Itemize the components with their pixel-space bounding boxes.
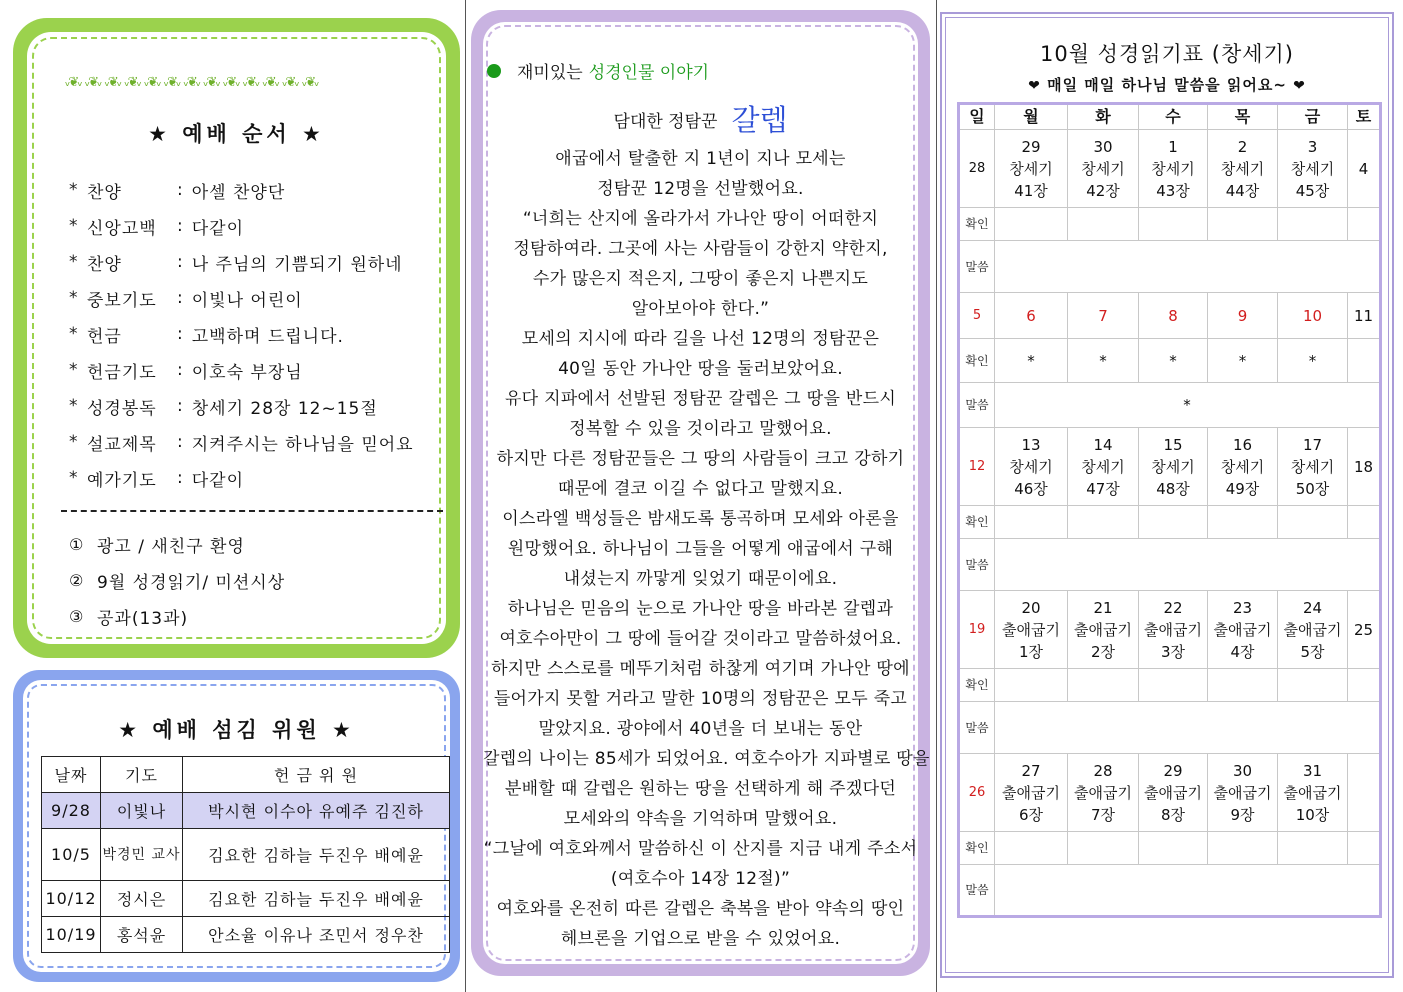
word-label: 말씀 <box>959 383 995 428</box>
check-cell <box>995 669 1068 702</box>
day-chapter: 50장 <box>1295 479 1330 498</box>
day-cell <box>1068 130 1139 208</box>
weekday-1: 일 <box>959 104 995 130</box>
day-date: 9 <box>1237 306 1248 325</box>
check-cell-empty <box>1348 832 1381 865</box>
order-item <box>69 316 414 352</box>
saturday-date <box>1348 754 1381 832</box>
check-cell <box>1278 669 1348 702</box>
story-line: 애굽에서 탈출한 지 1년이 지나 모세는 <box>555 149 846 169</box>
order-item <box>69 208 414 244</box>
check-label: 확인 <box>959 832 995 865</box>
notice-number: ① <box>69 534 85 554</box>
check-label: 확인 <box>959 506 995 539</box>
word-row <box>959 383 1381 428</box>
day-cell <box>1139 130 1208 208</box>
day-cell <box>1278 130 1348 208</box>
day-cell <box>1068 754 1139 832</box>
check-row <box>959 506 1381 539</box>
check-cell-empty <box>1348 506 1381 539</box>
worship-order-card <box>27 32 446 644</box>
order-item-label: 설교제목 <box>87 434 157 455</box>
order-item <box>69 460 414 496</box>
day-date: 22 <box>1163 598 1183 617</box>
story-line: 하지만 스스로를 메뚜기처럼 하찮게 여기며 가나안 땅에 <box>491 659 910 679</box>
day-book: 출애굽기 <box>1074 620 1132 639</box>
saturday-date: 11 <box>1348 293 1381 339</box>
colon: : <box>177 252 184 272</box>
check-cell <box>1208 506 1278 539</box>
colon: : <box>177 180 184 200</box>
bullet-star-icon: * <box>69 468 79 488</box>
day-date: 13 <box>1021 435 1041 454</box>
day-chapter: 8장 <box>1160 805 1186 824</box>
check-cell <box>1278 832 1348 865</box>
day-book: 출애굽기 <box>1002 783 1060 802</box>
word-cell <box>995 702 1381 754</box>
offering-cell: 김요한 김하늘 두진우 배예윤 <box>183 881 450 917</box>
story-heading-highlight: 성경인물 이야기 <box>588 63 710 83</box>
check-cell: * <box>1068 339 1139 383</box>
day-chapter: 41장 <box>1014 181 1048 200</box>
heart-icon: ❤ <box>1028 78 1041 94</box>
day-cell <box>995 130 1068 208</box>
order-item-label: 신앙고백 <box>87 218 157 239</box>
order-item <box>69 424 414 460</box>
check-cell-empty <box>1348 208 1381 241</box>
calendar-subtitle <box>940 74 1394 95</box>
worship-order-title: ★ 예배 순서 ★ <box>148 122 325 146</box>
word-label: 말씀 <box>959 865 995 917</box>
day-cell <box>1068 293 1139 339</box>
notice-item <box>69 598 285 634</box>
order-item-value: 나 주님의 기쁨되기 원하네 <box>191 254 403 275</box>
notice-text: 9월 성경읽기/ 미션시상 <box>97 572 286 593</box>
check-row <box>959 669 1381 702</box>
bullet-star-icon: * <box>69 432 79 452</box>
serving-title: ★ 예배 섬김 위원 ★ <box>118 718 355 742</box>
check-cell <box>1068 506 1139 539</box>
check-cell-empty <box>1348 339 1381 383</box>
story-card <box>483 22 930 964</box>
header-prayer: 기도 <box>101 757 183 793</box>
order-item-value: 다같이 <box>191 470 245 491</box>
date-cell: 10/12 <box>42 881 101 917</box>
table-row <box>42 829 450 881</box>
date-cell: 10/5 <box>42 829 101 881</box>
day-cell <box>1068 591 1139 669</box>
word-row <box>959 702 1381 754</box>
word-label: 말씀 <box>959 241 995 293</box>
story-line: 모세와의 약속을 기억하며 말했어요. <box>563 809 838 829</box>
day-book: 창세기 <box>1151 159 1195 178</box>
check-row <box>959 832 1381 865</box>
prayer-cell: 홍석윤 <box>101 917 183 953</box>
prayer-cell: 정시은 <box>101 881 183 917</box>
order-item <box>69 244 414 280</box>
day-book: 창세기 <box>1009 159 1053 178</box>
story-line: 갈렙의 나이는 85세가 되었어요. 여호수아가 지파별로 땅을 <box>483 749 930 769</box>
story-line: 이스라엘 백성들은 밤새도록 통곡하며 모세와 아론을 <box>502 509 899 529</box>
offering-cell: 안소율 이유나 조민서 정우찬 <box>183 917 450 953</box>
heart-icon: ❤ <box>1293 78 1306 94</box>
order-item-label: 예가기도 <box>87 470 157 491</box>
day-date: 15 <box>1163 435 1183 454</box>
word-cell <box>995 865 1381 917</box>
day-cell <box>1208 428 1278 506</box>
check-label: 확인 <box>959 339 995 383</box>
story-line: 하나님은 믿음의 눈으로 가나안 땅을 바라본 갈렙과 <box>507 599 894 619</box>
day-cell <box>1139 428 1208 506</box>
date-cell: 10/19 <box>42 917 101 953</box>
day-date: 23 <box>1232 598 1253 617</box>
day-date: 17 <box>1302 435 1323 454</box>
day-date: 8 <box>1168 306 1178 325</box>
order-item-label: 찬양 <box>87 254 122 275</box>
order-item <box>69 388 414 424</box>
check-cell <box>1139 506 1208 539</box>
story-line: 수가 많은지 적은지, 그땅이 좋은지 나쁜지도 <box>532 269 869 289</box>
story-line: “그날에 여호와께서 말씀하신 이 산지를 지금 내게 주소서 <box>483 839 918 859</box>
day-date: 30 <box>1093 137 1113 156</box>
notice-number: ② <box>69 570 85 590</box>
bullet-star-icon: * <box>69 180 79 200</box>
notice-text: 공과(13과) <box>97 608 189 629</box>
worship-order-list <box>69 172 414 496</box>
day-chapter: 42장 <box>1086 181 1120 200</box>
colon: : <box>177 216 184 236</box>
day-date: 28 <box>1093 761 1113 780</box>
check-cell: * <box>1278 339 1348 383</box>
check-cell <box>995 208 1068 241</box>
serving-header-row <box>42 757 450 793</box>
check-label: 확인 <box>959 669 995 702</box>
order-item-label: 성경봉독 <box>87 398 157 419</box>
day-date: 30 <box>1232 761 1253 780</box>
story-line: 원망했어요. 하나님이 그들을 어떻게 애굽에서 구해 <box>507 539 894 559</box>
story-line: 유다 지파에서 선발된 정탐꾼 갈렙은 그 땅을 반드시 <box>504 389 897 409</box>
column-divider <box>465 0 466 992</box>
bullet-star-icon: * <box>69 216 79 236</box>
day-cell <box>1208 754 1278 832</box>
colon: : <box>177 396 184 416</box>
day-cell <box>995 293 1068 339</box>
story-subtitle-text: 담대한 정탐꾼 <box>613 112 718 132</box>
day-chapter: 49장 <box>1225 479 1260 498</box>
story-heading <box>487 58 709 83</box>
day-book: 창세기 <box>1151 457 1195 476</box>
calendar-subtitle-text: 매일 매일 하나님 말씀을 읽어요~ <box>1047 76 1287 94</box>
order-item-value: 아셀 찬양단 <box>191 182 286 203</box>
day-cell <box>1278 293 1348 339</box>
day-cell <box>1278 428 1348 506</box>
week-date-row <box>959 591 1381 669</box>
divider <box>61 510 443 512</box>
check-cell <box>1278 506 1348 539</box>
day-chapter: 6장 <box>1018 805 1044 824</box>
day-date: 31 <box>1302 761 1323 780</box>
day-date: 27 <box>1021 761 1041 780</box>
day-date: 7 <box>1098 306 1108 325</box>
story-line: 분배할 때 갈렙은 원하는 땅을 선택하게 해 주겠다던 <box>504 779 897 799</box>
day-chapter: 3장 <box>1160 642 1186 661</box>
word-cell <box>995 539 1381 591</box>
order-item-label: 헌금기도 <box>87 362 157 383</box>
saturday-date: 4 <box>1348 130 1381 208</box>
day-cell <box>1278 591 1348 669</box>
day-date: 10 <box>1302 306 1323 325</box>
day-date: 16 <box>1232 435 1253 454</box>
day-cell <box>995 754 1068 832</box>
day-book: 창세기 <box>1290 159 1335 178</box>
bullet-star-icon: * <box>69 396 79 416</box>
saturday-date: 18 <box>1348 428 1381 506</box>
day-date: 14 <box>1093 435 1113 454</box>
serving-table <box>41 756 450 953</box>
story-line: 때문에 결코 이길 수 없다고 말했지요. <box>557 479 844 499</box>
notice-text: 광고 / 새친구 환영 <box>97 536 245 557</box>
day-cell <box>1208 591 1278 669</box>
day-book: 출애굽기 <box>1074 783 1132 802</box>
order-item-label: 중보기도 <box>87 290 157 311</box>
day-book: 출애굽기 <box>1144 783 1202 802</box>
day-chapter: 10장 <box>1295 805 1330 824</box>
day-date: 3 <box>1307 137 1318 156</box>
sunday-date: 28 <box>959 130 995 208</box>
sunday-date: 12 <box>959 428 995 506</box>
day-cell <box>1208 130 1278 208</box>
day-chapter: 5장 <box>1300 642 1325 661</box>
story-line: 알아보아야 한다.” <box>631 299 770 319</box>
table-row <box>42 881 450 917</box>
check-cell <box>1139 208 1208 241</box>
check-cell <box>1068 208 1139 241</box>
day-date: 29 <box>1021 137 1041 156</box>
check-cell <box>1139 669 1208 702</box>
sunday-date: 19 <box>959 591 995 669</box>
story-line: 말았지요. 광야에서 40년을 더 보내는 동안 <box>538 719 863 739</box>
word-label: 말씀 <box>959 539 995 591</box>
story-line: 여호수아만이 그 땅에 들어갈 것이라고 말씀하셨어요. <box>499 629 902 649</box>
story-line: 하지만 다른 정탐꾼들은 그 땅의 사람들이 크고 강하기 <box>496 449 905 469</box>
check-cell <box>1068 832 1139 865</box>
weekday-6: 금 <box>1278 104 1348 130</box>
day-date: 6 <box>1026 306 1036 325</box>
weekday-4: 수 <box>1139 104 1208 130</box>
worship-order-panel <box>13 18 460 658</box>
week-date-row <box>959 130 1381 208</box>
order-item-value: 이빛나 어린이 <box>191 290 303 311</box>
bullet-dot-icon <box>487 64 501 78</box>
day-book: 출애굽기 <box>1213 783 1272 802</box>
check-cell <box>1208 832 1278 865</box>
bullet-star-icon: * <box>69 360 79 380</box>
order-item <box>69 172 414 208</box>
day-chapter: 46장 <box>1014 479 1048 498</box>
check-cell-empty <box>1348 669 1381 702</box>
weekday-2: 월 <box>995 104 1068 130</box>
bullet-star-icon: * <box>69 324 79 344</box>
colon: : <box>177 432 184 452</box>
sunday-date: 26 <box>959 754 995 832</box>
saturday-date: 25 <box>1348 591 1381 669</box>
day-cell <box>1139 754 1208 832</box>
check-cell <box>1139 832 1208 865</box>
order-item-value: 창세기 28장 12~15절 <box>191 398 378 419</box>
colon: : <box>177 360 184 380</box>
story-line: 정탐하여라. 그곳에 사는 사람들이 강한지 약한지, <box>513 239 888 259</box>
word-label: 말씀 <box>959 702 995 754</box>
order-item-label: 헌금 <box>87 326 122 347</box>
check-cell <box>1208 208 1278 241</box>
day-chapter: 2장 <box>1090 642 1116 661</box>
day-chapter: 47장 <box>1086 479 1120 498</box>
story-line: (여호수아 14장 12절)” <box>610 869 791 889</box>
day-date: 24 <box>1302 598 1323 617</box>
word-row <box>959 241 1381 293</box>
notice-item <box>69 526 285 562</box>
order-item <box>69 352 414 388</box>
day-book: 창세기 <box>1081 159 1125 178</box>
day-cell <box>1208 293 1278 339</box>
order-item-value: 이호숙 부장님 <box>191 362 303 383</box>
story-heading-prefix: 재미있는 <box>517 63 583 83</box>
bullet-star-icon: * <box>69 288 79 308</box>
day-book: 창세기 <box>1009 457 1053 476</box>
day-book: 출애굽기 <box>1002 620 1060 639</box>
story-line: 여호와를 온전히 따른 갈렙은 축복을 받아 약속의 땅인 <box>496 899 905 919</box>
day-book: 창세기 <box>1081 457 1125 476</box>
day-date: 29 <box>1163 761 1183 780</box>
notice-number: ③ <box>69 606 85 626</box>
weekday-3: 화 <box>1068 104 1139 130</box>
story-line: 40일 동안 가나안 땅을 둘러보았어요. <box>558 359 843 379</box>
day-book: 출애굽기 <box>1213 620 1272 639</box>
day-chapter: 9장 <box>1230 805 1255 824</box>
day-chapter: 44장 <box>1225 181 1260 200</box>
day-cell <box>995 428 1068 506</box>
day-book: 출애굽기 <box>1283 620 1342 639</box>
order-item-value: 다같이 <box>191 218 245 239</box>
day-cell <box>995 591 1068 669</box>
story-line: 정탐꾼 12명을 선발했어요. <box>597 179 804 199</box>
colon: : <box>177 324 184 344</box>
calendar-title: 10월 성경읽기표 (창세기) <box>1039 42 1295 66</box>
story-line: 들어가지 못할 거라고 말한 10명의 정탐꾼은 모두 죽고 <box>493 689 908 709</box>
check-cell <box>1278 208 1348 241</box>
prayer-cell: 박경민 교사 <box>101 829 183 881</box>
day-chapter: 1장 <box>1018 642 1044 661</box>
day-cell <box>1278 754 1348 832</box>
notice-item <box>69 562 285 598</box>
day-book: 출애굽기 <box>1283 783 1342 802</box>
day-book: 창세기 <box>1290 457 1335 476</box>
reading-calendar <box>957 102 1382 918</box>
date-cell: 9/28 <box>42 793 101 829</box>
check-cell <box>995 506 1068 539</box>
weekday-header-row <box>959 104 1381 130</box>
bullet-star-icon: * <box>69 252 79 272</box>
word-cell: * <box>995 383 1381 428</box>
day-date: 1 <box>1168 137 1178 156</box>
day-cell <box>1139 293 1208 339</box>
story-line: 헤브론을 기업으로 받을 수 있었어요. <box>560 929 841 949</box>
day-chapter: 7장 <box>1090 805 1116 824</box>
week-date-row <box>959 293 1381 339</box>
day-book: 창세기 <box>1220 457 1265 476</box>
header-offering: 헌 금 위 원 <box>183 757 450 793</box>
colon: : <box>177 468 184 488</box>
offering-cell: 박시현 이수아 유예주 김진하 <box>183 793 450 829</box>
day-chapter: 45장 <box>1295 181 1330 200</box>
sprout-decoration: ᵥ❦ᵥ ᵥ❦ᵥ ᵥ❦ᵥ ᵥ❦ᵥ ᵥ❦ᵥ ᵥ❦ᵥ ᵥ❦ᵥ ᵥ❦ᵥ ᵥ❦ᵥ ᵥ❦ᵥ ᵥ❦ᵥ ᵥ❦ᵥ ᵥ❦ᵥ <box>65 75 318 90</box>
serving-card <box>23 680 450 972</box>
check-label: 확인 <box>959 208 995 241</box>
week-date-row <box>959 428 1381 506</box>
story-line: “너희는 산지에 올라가서 가나안 땅이 어떠한지 <box>522 209 879 229</box>
colon: : <box>177 288 184 308</box>
check-cell: * <box>1139 339 1208 383</box>
word-cell <box>995 241 1381 293</box>
day-date: 20 <box>1021 598 1041 617</box>
word-row <box>959 539 1381 591</box>
word-row <box>959 865 1381 917</box>
serving-panel <box>13 670 460 982</box>
table-row <box>42 793 450 829</box>
sunday-date: 5 <box>959 293 995 339</box>
story-line: 정복할 수 있을 것이라고 말했어요. <box>569 419 832 439</box>
weekday-7: 토 <box>1348 104 1381 130</box>
table-row <box>42 917 450 953</box>
check-cell <box>995 832 1068 865</box>
order-item <box>69 280 414 316</box>
day-chapter: 48장 <box>1156 479 1190 498</box>
day-date: 2 <box>1237 137 1248 156</box>
day-chapter: 4장 <box>1230 642 1255 661</box>
notice-list <box>69 526 285 634</box>
story-panel <box>471 10 930 976</box>
day-date: 21 <box>1093 598 1113 617</box>
day-cell <box>1068 428 1139 506</box>
day-cell <box>1139 591 1208 669</box>
header-date: 날짜 <box>42 757 101 793</box>
week-date-row <box>959 754 1381 832</box>
check-row <box>959 339 1381 383</box>
check-cell: * <box>995 339 1068 383</box>
check-cell <box>1068 669 1139 702</box>
check-row <box>959 208 1381 241</box>
day-book: 창세기 <box>1220 159 1265 178</box>
order-item-value: 지켜주시는 하나님을 믿어요 <box>191 434 414 455</box>
prayer-cell: 이빛나 <box>101 793 183 829</box>
story-character-name: 갈렙 <box>731 103 788 137</box>
column-divider <box>936 0 937 992</box>
check-cell: * <box>1208 339 1278 383</box>
story-line: 모세의 지시에 따라 길을 나선 12명의 정탐꾼은 <box>521 329 880 349</box>
story-subtitle <box>483 98 918 139</box>
story-body <box>483 144 930 954</box>
day-book: 출애굽기 <box>1144 620 1202 639</box>
offering-cell: 김요한 김하늘 두진우 배예윤 <box>183 829 450 881</box>
weekday-5: 목 <box>1208 104 1278 130</box>
day-chapter: 43장 <box>1156 181 1190 200</box>
story-line: 내셨는지 까맣게 잊었기 때문이에요. <box>563 569 838 589</box>
order-item-value: 고백하며 드립니다. <box>191 326 344 347</box>
check-cell <box>1208 669 1278 702</box>
order-item-label: 찬양 <box>87 182 122 203</box>
